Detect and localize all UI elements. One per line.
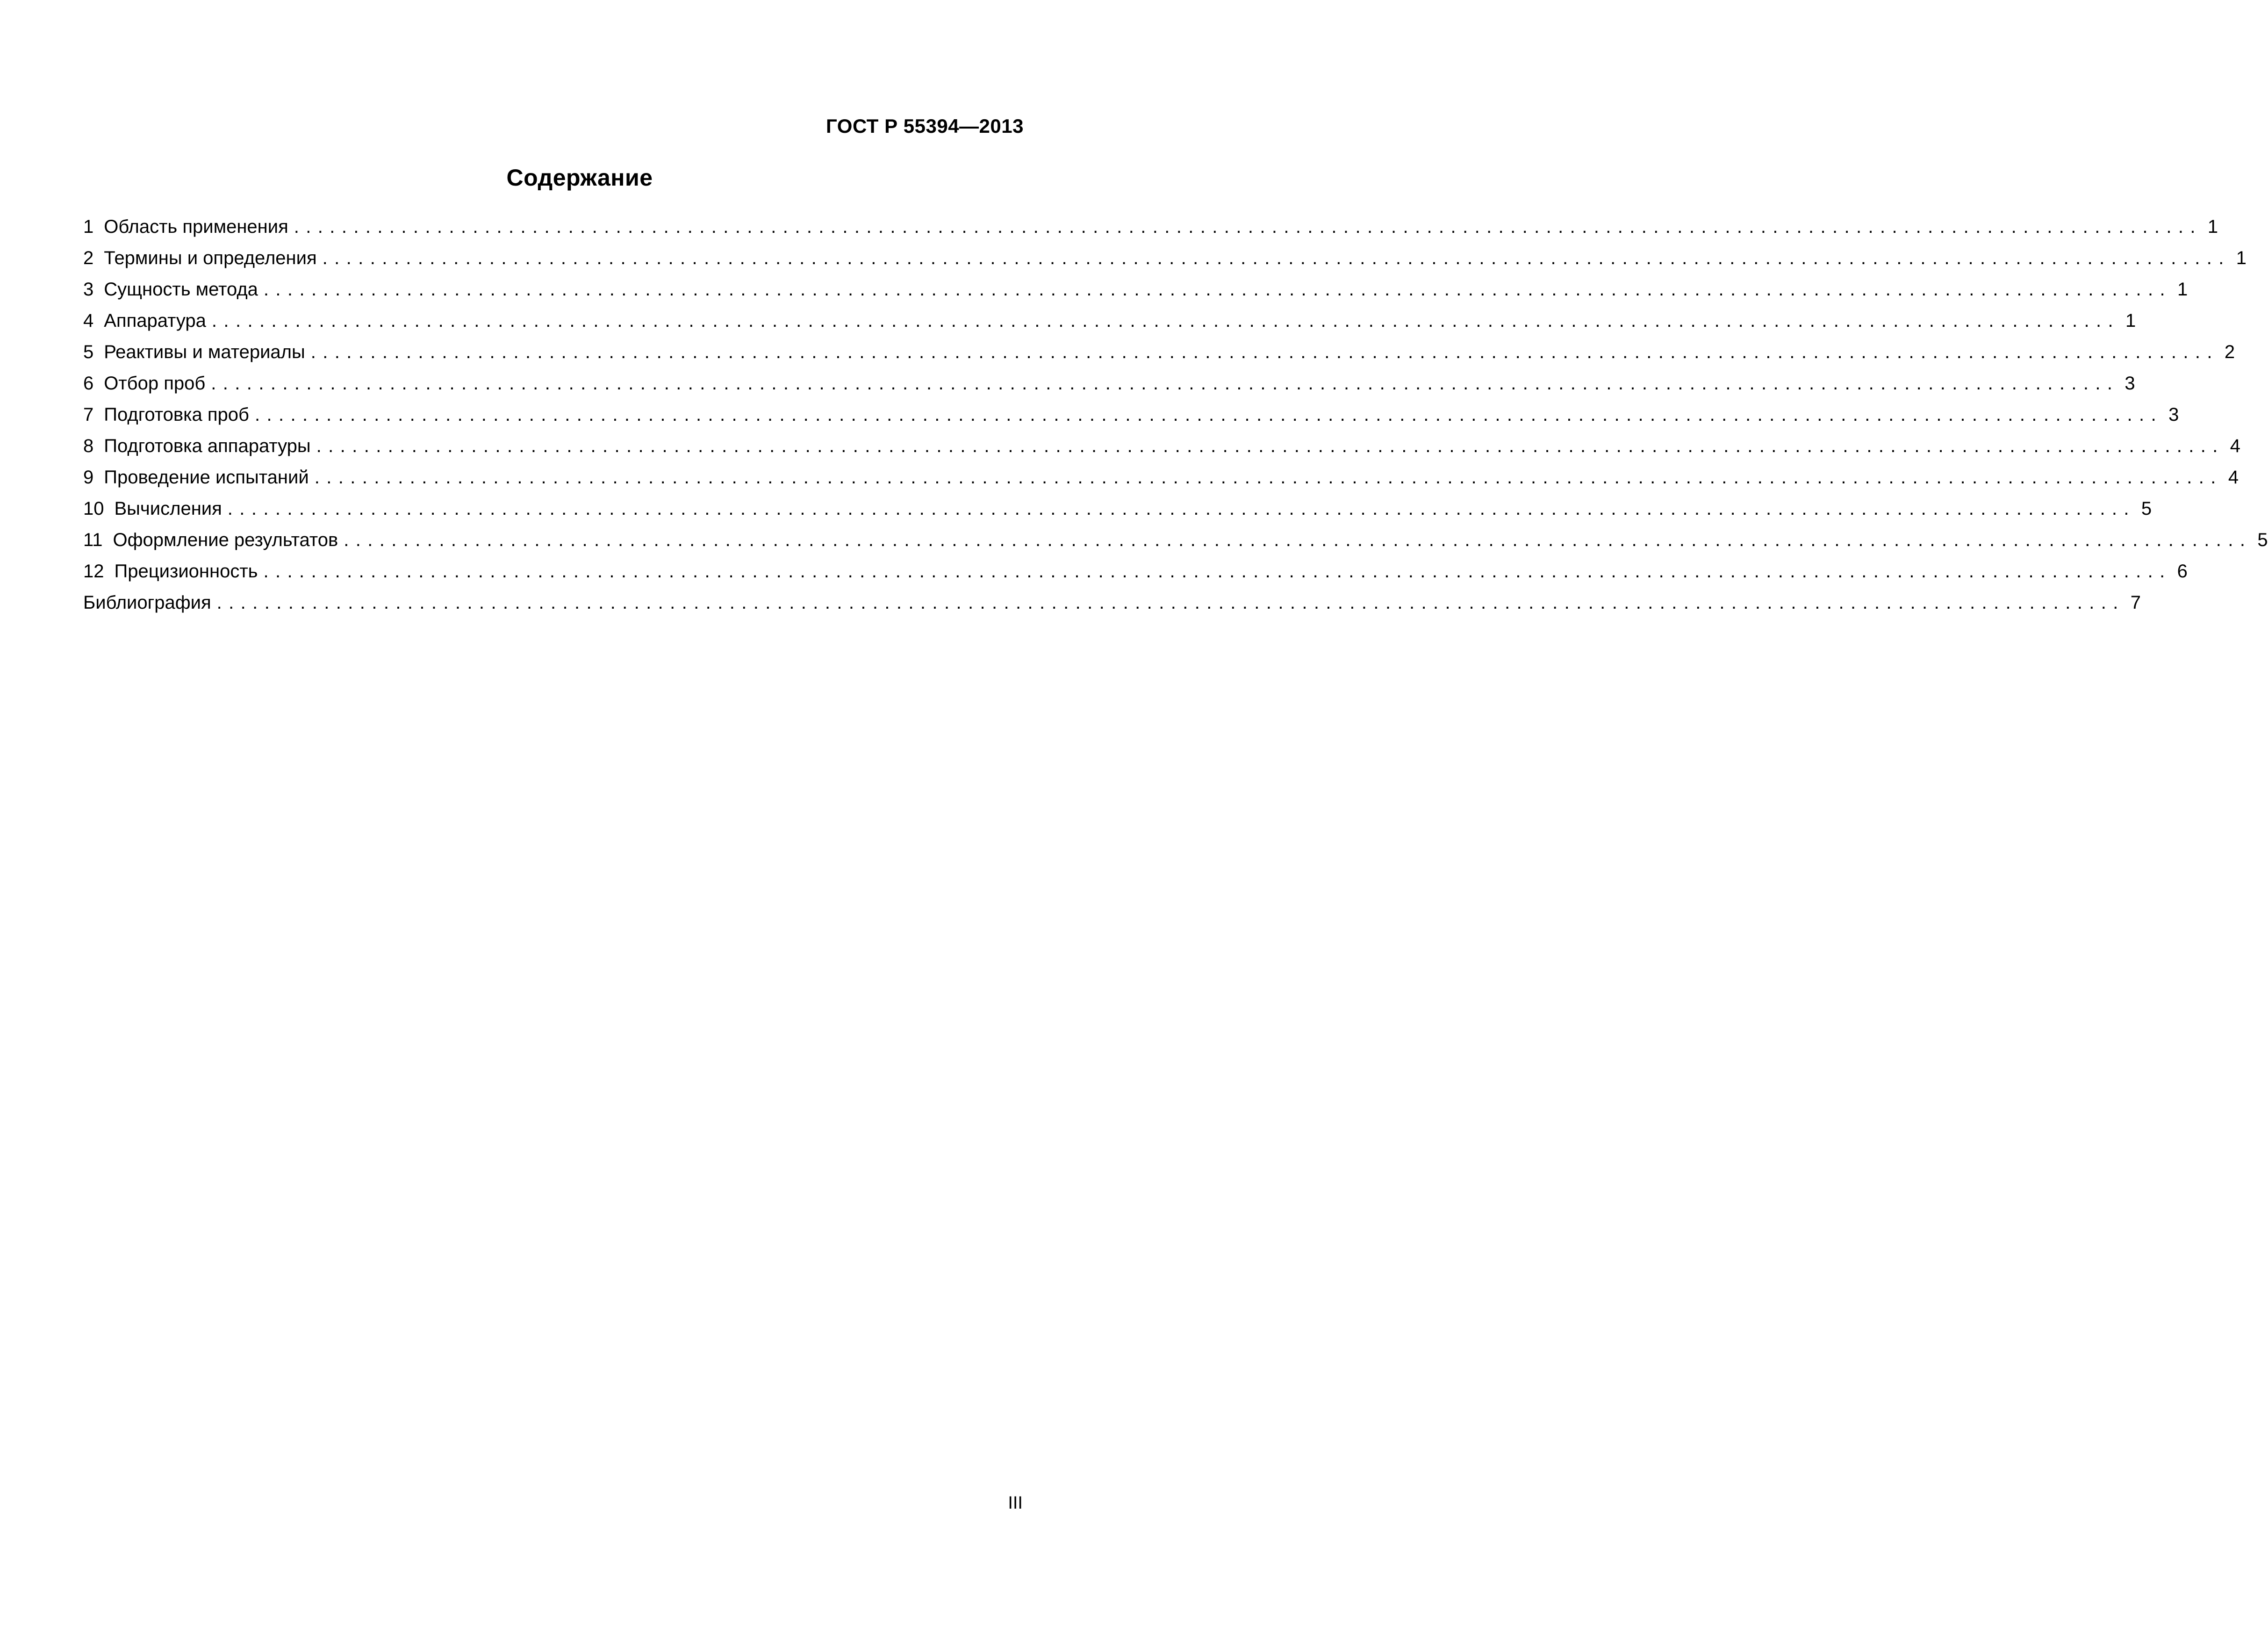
toc-entry[interactable]	[83, 525, 2268, 556]
toc-entry-page: 7	[2130, 592, 2141, 613]
toc-leader-dots: ................................................................................................................................................................	[263, 279, 2172, 300]
toc-entry-number: 5	[83, 342, 94, 362]
toc-leader-dots: ................................................................................................................................................................	[211, 310, 2120, 331]
toc-entry[interactable]	[83, 305, 2136, 337]
toc-entry[interactable]	[83, 274, 2188, 305]
toc-entry-page: 5	[2257, 530, 2268, 550]
toc-entry[interactable]	[83, 556, 2188, 587]
page-number: III	[1008, 1493, 1023, 1513]
toc-entry-number: 2	[83, 248, 94, 268]
toc-entry-page: 1	[2177, 279, 2188, 300]
toc-entry-title: Сущность метода	[104, 279, 258, 300]
toc-entry-title: Проведение испытаний	[104, 467, 309, 488]
toc-entry-number: 9	[83, 467, 94, 488]
toc-entry[interactable]	[83, 493, 2152, 525]
toc-entry-page: 1	[2236, 248, 2247, 268]
toc-entry-number: 1	[83, 216, 94, 237]
toc-entry-title: Оформление результатов	[113, 530, 338, 550]
toc-entry-title: Подготовка аппаратуры	[104, 436, 311, 456]
toc-entry-title: Библиография	[83, 592, 211, 613]
toc-leader-dots: ................................................................................................................................................................	[316, 436, 2225, 456]
toc-leader-dots: ................................................................................................................................................................	[344, 530, 2252, 550]
toc-entry-number: 6	[83, 373, 94, 394]
toc-entry-page: 1	[2207, 216, 2218, 237]
toc-leader-dots: ................................................................................................................................................................	[254, 404, 2163, 425]
toc-title: Содержание	[506, 165, 653, 191]
toc-entry-title: Вычисления	[114, 498, 222, 519]
toc-entry-page: 5	[2141, 498, 2152, 519]
toc-entry[interactable]	[83, 368, 2135, 399]
toc-leader-dots: ................................................................................................................................................................	[322, 248, 2231, 268]
toc-entry-page: 3	[2124, 373, 2135, 394]
toc-leader-dots: ................................................................................................................................................................	[310, 342, 2219, 362]
toc-entry[interactable]	[83, 431, 2241, 462]
toc-entry-page: 1	[2125, 310, 2136, 331]
toc-entry-page: 6	[2177, 561, 2188, 582]
toc-entry-page: 3	[2168, 404, 2179, 425]
toc-entry-title: Прецизионность	[114, 561, 258, 582]
toc-entry[interactable]	[83, 399, 2179, 431]
toc-entry-number: 11	[83, 530, 103, 550]
table-of-contents	[83, 211, 2268, 619]
toc-entry[interactable]	[83, 211, 2218, 243]
toc-leader-dots: ................................................................................................................................................................	[227, 498, 2136, 519]
document-code: ГОСТ Р 55394—2013	[826, 115, 1024, 137]
toc-leader-dots: ................................................................................................................................................................	[263, 561, 2172, 582]
toc-entry-number: 3	[83, 279, 94, 300]
toc-entry-page: 2	[2224, 342, 2235, 362]
toc-leader-dots: ................................................................................................................................................................	[314, 467, 2223, 488]
toc-leader-dots: ................................................................................................................................................................	[211, 373, 2119, 394]
toc-entry-number: 4	[83, 310, 94, 331]
toc-entry-number: 12	[83, 561, 104, 582]
toc-entry-title: Аппаратура	[104, 310, 206, 331]
toc-entry-number: 7	[83, 404, 94, 425]
toc-entry[interactable]	[83, 462, 2239, 493]
toc-entry-title: Область применения	[104, 216, 288, 237]
toc-entry-page: 4	[2230, 436, 2241, 456]
toc-entry-title: Термины и определения	[104, 248, 317, 268]
toc-entry-title: Отбор проб	[104, 373, 206, 394]
toc-entry[interactable]	[83, 337, 2235, 368]
toc-entry[interactable]	[83, 243, 2247, 274]
toc-entry-title: Подготовка проб	[104, 404, 249, 425]
toc-entry-page: 4	[2228, 467, 2239, 488]
toc-leader-dots: ................................................................................................................................................................	[216, 592, 2125, 613]
toc-entry-number: 10	[83, 498, 104, 519]
toc-entry-title: Реактивы и материалы	[104, 342, 305, 362]
toc-entry-number: 8	[83, 436, 94, 456]
toc-leader-dots: ................................................................................................................................................................	[294, 216, 2202, 237]
toc-entry-bibliography[interactable]	[83, 587, 2141, 619]
